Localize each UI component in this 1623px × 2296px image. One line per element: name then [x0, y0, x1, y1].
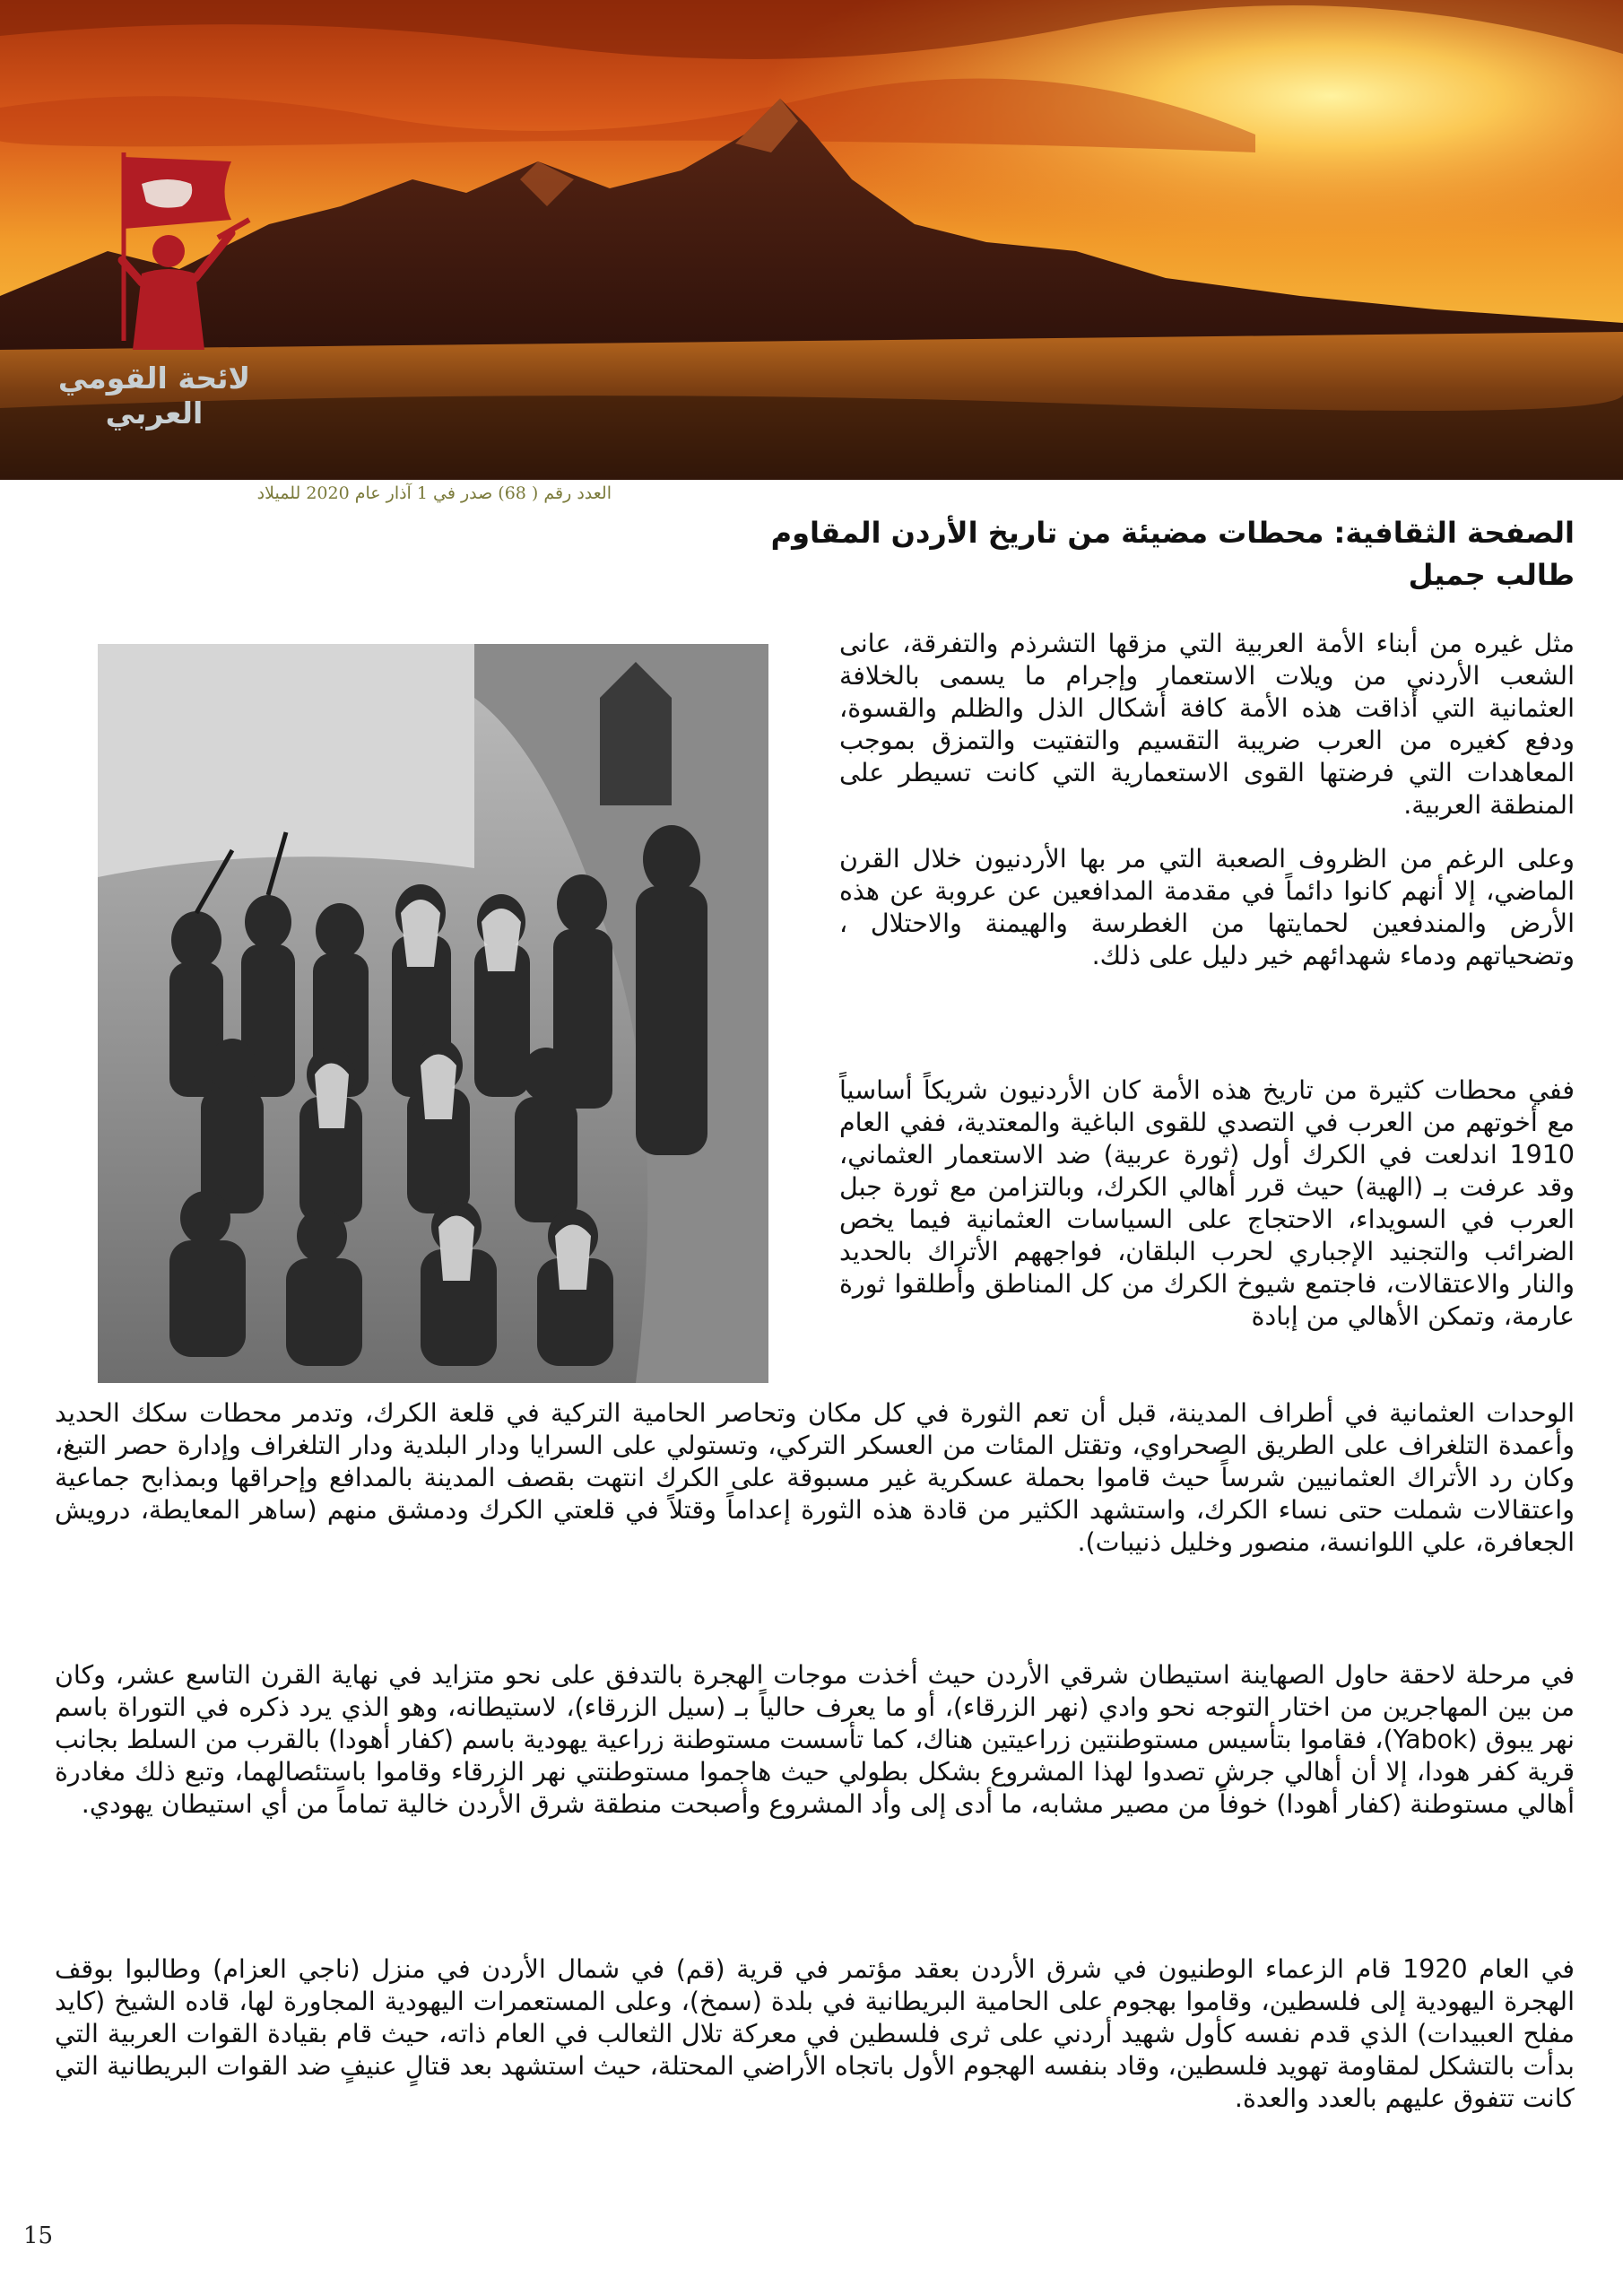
article-title: الصفحة الثقافية: محطات مضيئة من تاريخ الأردن المقاوم: [770, 516, 1575, 550]
paragraph-3: [839, 1074, 1575, 1333]
page-number: 15: [23, 2222, 54, 2249]
paragraph-text: في العام 1920 قام الزعماء الوطنيون في شرق الأردن بعقد مؤتمر في قرية (قم) في شمال الأردن في منزل (ناجي العزام) وطالبوا بوقف الهجرة اليهودية إلى فلسطين، وقاموا بهجوم على الحامية البريطانية في بلدة (سمخ)، وعلى المستعمرات اليهودية المجاورة لها، قاده الشيخ (كايد مفلح العبيدات) الذي قدم نفسه كأول شهيد أردني على ثرى فلسطين في معركة تلال الثعالب في العام ذاته، حيث قام بقيادة القوات العربية التي بدأت بالتشكل لمقاومة تهويد فلسطين، وقاد بنفسه الهجوم الأول باتجاه الأراضي المحتلة، حيث استشهد بعد قتالٍ عنيفٍ ضد القوات البريطانية التي كانت تتفوق عليهم بالعدد والعدة.: [55, 1954, 1575, 2113]
paragraph-text: ففي محطات كثيرة من تاريخ هذه الأمة كان الأردنيون شريكاً أساسياً مع أخوتهم من العرب في التصدي للقوى الباغية والمعتدية، ففي العام 1910 اندلعت في الكرك أول (ثورة عربية) ضد الاستعمار العثماني، وقد عرفت بـ (الهية) حيث قرر أهالي الكرك، وبالتزامن مع ثورة جبل العرب في السويداء، الاحتجاج على السياسات العثمانية فيما يخص الضرائب والتجنيد الإجباري لحرب البلقان، فواجههم الأتراك بالحديد والنار والاعتقالات، فاجتمع شيوخ الكرك من كل المناطق وأطلقوا ثورة عارمة، وتمكن الأهالي من إبادة: [839, 1075, 1575, 1331]
header-banner: [0, 0, 1623, 480]
logo-text: لائحة القومي العربي: [57, 361, 251, 430]
paragraph-text: الوحدات العثمانية في أطراف المدينة، قبل أن تعم الثورة في كل مكان وتحاصر الحامية التركية في قلعة الكرك، وتدمر محطات سكك الحديد وأعمدة التلغراف على الطريق الصحراوي، وتقتل المئات من العسكر التركي، وتستولي على السرايا ودار البلدية ودار التلغراف وإدارة حصر التبغ، وكان رد الأتراك العثمانيين شرساً حيث قاموا بحملة عسكرية غير مسبوقة على الكرك انتهت بقصف المدينة بالمدافع وإحراقها وبمذابح جماعية واعتقالات شملت حتى نساء الكرك، واستشهد الكثير من قادة هذه الثورة إعداماً وقتلاً في قلعتي الكرك ودمشق منهم (ساهر المعايطة، درويش الجعافرة، علي اللوانسة، منصور وخليل ذنيبات).: [55, 1398, 1575, 1557]
paragraph-text: مثل غيره من أبناء الأمة العربية التي مزقها التشرذم والتفرقة، عانى الشعب الأردني من ويلات الاستعمار وإجرام ما يسمى بالخلافة العثمانية التي أذاقت هذه الأمة كافة أشكال الذل والظلم والقسوة، ودفع كغيره من العرب ضريبة التقسيم والتفتيت والتمزق بموجب المعاهدات التي فرضتها القوى الاستعمارية التي كانت تسيطر على المنطقة العربية.: [839, 629, 1575, 820]
paragraph-text: وعلى الرغم من الظروف الصعبة التي مر بها الأردنيون خلال القرن الماضي، إلا أنهم كانوا دائماً في مقدمة المدافعين عن عروبة عن هذه الأرض والمندفعين لحمايتها من الغطرسة والهيمنة والاحتلال ، وتضحياتهم ودماء شهدائهم خير دليل على ذلك.: [839, 844, 1575, 970]
paragraph-4: [55, 1659, 1575, 1821]
article-author: طالب جميل: [1408, 558, 1575, 592]
historic-group-photo: [98, 644, 768, 1383]
issue-line: العدد رقم ( 68) صدر في 1 آذار عام 2020 للميلاد: [256, 483, 612, 503]
paragraph-3-continued: [55, 1397, 1575, 1559]
paragraph-text: في مرحلة لاحقة حاول الصهاينة استيطان شرقي الأردن حيث أخذت موجات الهجرة بالتدفق على نحو متزايد في نهاية القرن التاسع عشر، وكان من بين المهاجرين من اختار التوجه نحو وادي (نهر الزرقاء)، أو ما يعرف حالياً بـ (سيل الزرقاء)، لاستيطانه، وهو الذي يرد ذكره في التوراة باسم نهر يبوق (Yabok)، فقاموا بتأسيس مستوطنتين زراعيتين هناك، كما تأسست مستوطنة زراعية يهودية باسم (كفار أهودا) بالقرب من السلط بجانب قرية كفر هودا، إلا أن أهالي جرش تصدوا لهذا المشروع بشكل بطولي حيث هاجموا مستوطنتي نهر الزرقاء وقاموا باستئصالهما، وتبع ذلك مغادرة أهالي مستوطنة (كفار أهودا) خوفاً من مصير مشابه، ما أدى إلى وأد المشروع وأصبحت منطقة شرق الأردن خالية تماماً من أي استيطان يهودي.: [55, 1660, 1575, 1819]
paragraph-5: [55, 1953, 1575, 2115]
paragraph-1: [839, 628, 1575, 822]
paragraph-2: [839, 843, 1575, 972]
